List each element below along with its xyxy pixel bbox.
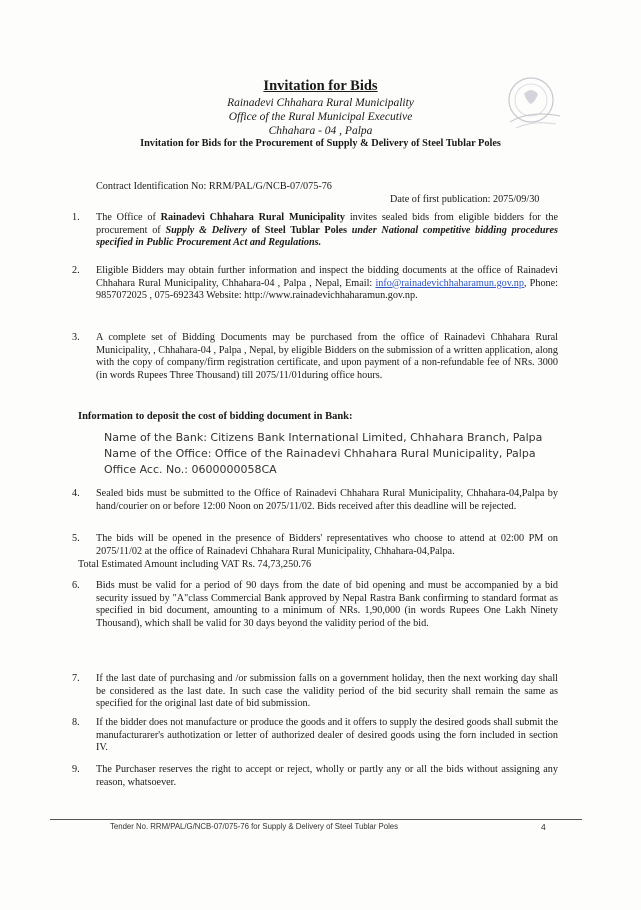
item-9-text: The Purchaser reserves the right to accept or reject, wholly or partly any or all the bids without assigning any reason, whatsoever.	[96, 764, 558, 788]
bank-name: Name of the Bank: Citizens Bank International Limited, Chhahara Branch, Palpa	[104, 431, 543, 444]
bank-account-number: Office Acc. No.: 0600000058CA	[104, 463, 277, 476]
item-number-1: 1.	[72, 212, 80, 223]
item-3-text: A complete set of Bidding Documents may be purchased from the office of Rainadevi Chhahara Rural Municipality, , Chhahara-04 , Palpa , Nepal, by eligible Bidders on the submission of a written application, along with the copy of company/firm registration certificate, and upon payment of a non-refundable fee of NRs. 3000 (in words Rupees Three Thousand) till 2075/11/01during office hours.	[96, 332, 558, 381]
item-number-3: 3.	[72, 332, 80, 343]
municipality-name: Rainadevi Chhahara Rural Municipality	[227, 97, 414, 109]
item-4-text: Sealed bids must be submitted to the Office of Rainadevi Chhahara Rural Municipality, Chhahara-04,Palpa by hand/courier on or before 12:00 Noon on 2075/11/02. Bids received after this deadline will be rejected.	[96, 488, 558, 512]
item-number-7: 7.	[72, 673, 80, 684]
email-link[interactable]: info@rainadevichhaharamun.gov.np	[375, 277, 524, 289]
bank-info-heading: Information to deposit the cost of bidding document in Bank:	[78, 411, 353, 422]
page-number: 4	[541, 822, 546, 832]
item-number-4: 4.	[72, 488, 80, 499]
item-5-text: The bids will be opened in the presence of Bidders' representatives who choose to attend at 02:00 PM on 2075/11/02 at the office of Rainadevi Chhahara Rural Municipality, Chhahara-04,Palpa.	[96, 533, 558, 557]
item-6-text: Bids must be valid for a period of 90 days from the date of bid opening and must be accompanied by a bid security issued by "A"class Commercial Bank approved by Nepal Rastra Bank confirming to standard format as specified in bid document, amounting to a minimum of NRs. 1,90,000 (in words Rupees One Lakh Ninety Thousand), which shall be valid for 30 days beyond the validity period of the bid.	[96, 580, 558, 629]
item-number-6: 6.	[72, 580, 80, 591]
item-2-text: Eligible Bidders may obtain further information and inspect the bidding documents at the office of Rainadevi Chhahara Rural Municipality, Chhahara-04 , Palpa , Nepal, Email: info@rainadevichhaharamun.gov.np, Phone: 9857072025 , 075-692343 Website: http://www.rainadevichhaharamun.gov.np.	[96, 265, 558, 302]
footer-divider	[50, 819, 582, 820]
total-estimated-amount: Total Estimated Amount including VAT Rs. 74,73,250.76	[78, 559, 312, 570]
bank-office-name: Name of the Office: Office of the Rainadevi Chhahara Rural Municipality, Palpa	[104, 447, 536, 460]
item-number-5: 5.	[72, 533, 80, 544]
item-number-9: 9.	[72, 764, 80, 775]
office-address: Chhahara - 04 , Palpa	[268, 125, 373, 137]
item-7-text: If the last date of purchasing and /or submission falls on a government holiday, then the next working day shall be considered as the last date. In such case the validity period of the bid security shall remain the same as specified for the original last date of bid submission.	[96, 673, 558, 710]
item-8-text: If the bidder does not manufacture or produce the goods and it offers to supply the desired goods shall submit the manufacturarer's authotization or letter of authorized dealer of desired goods using the forn included in section IV.	[96, 717, 558, 754]
publication-date: Date of first publication: 2075/09/30	[390, 194, 540, 205]
item-number-8: 8.	[72, 717, 80, 728]
item-1-text: The Office of Rainadevi Chhahara Rural Municipality invites sealed bids from eligible bidders for the procurement of Supply & Delivery of Steel Tublar Poles under National competitive bidding procedures specified in Public Procurement Act and Regulations.	[96, 212, 558, 249]
office-name: Office of the Rural Municipal Executive	[228, 111, 413, 123]
contract-identification: Contract Identification No: RRM/PAL/G/NCB-07/075-76	[96, 181, 332, 192]
document-title: Invitation for Bids	[263, 78, 378, 94]
document-subject: Invitation for Bids for the Procurement of Supply & Delivery of Steel Tublar Poles	[140, 138, 501, 149]
footer-tender-text: Tender No. RRM/PAL/G/NCB-07/075-76 for Supply & Delivery of Steel Tublar Poles	[110, 822, 399, 831]
item-number-2: 2.	[72, 265, 80, 276]
